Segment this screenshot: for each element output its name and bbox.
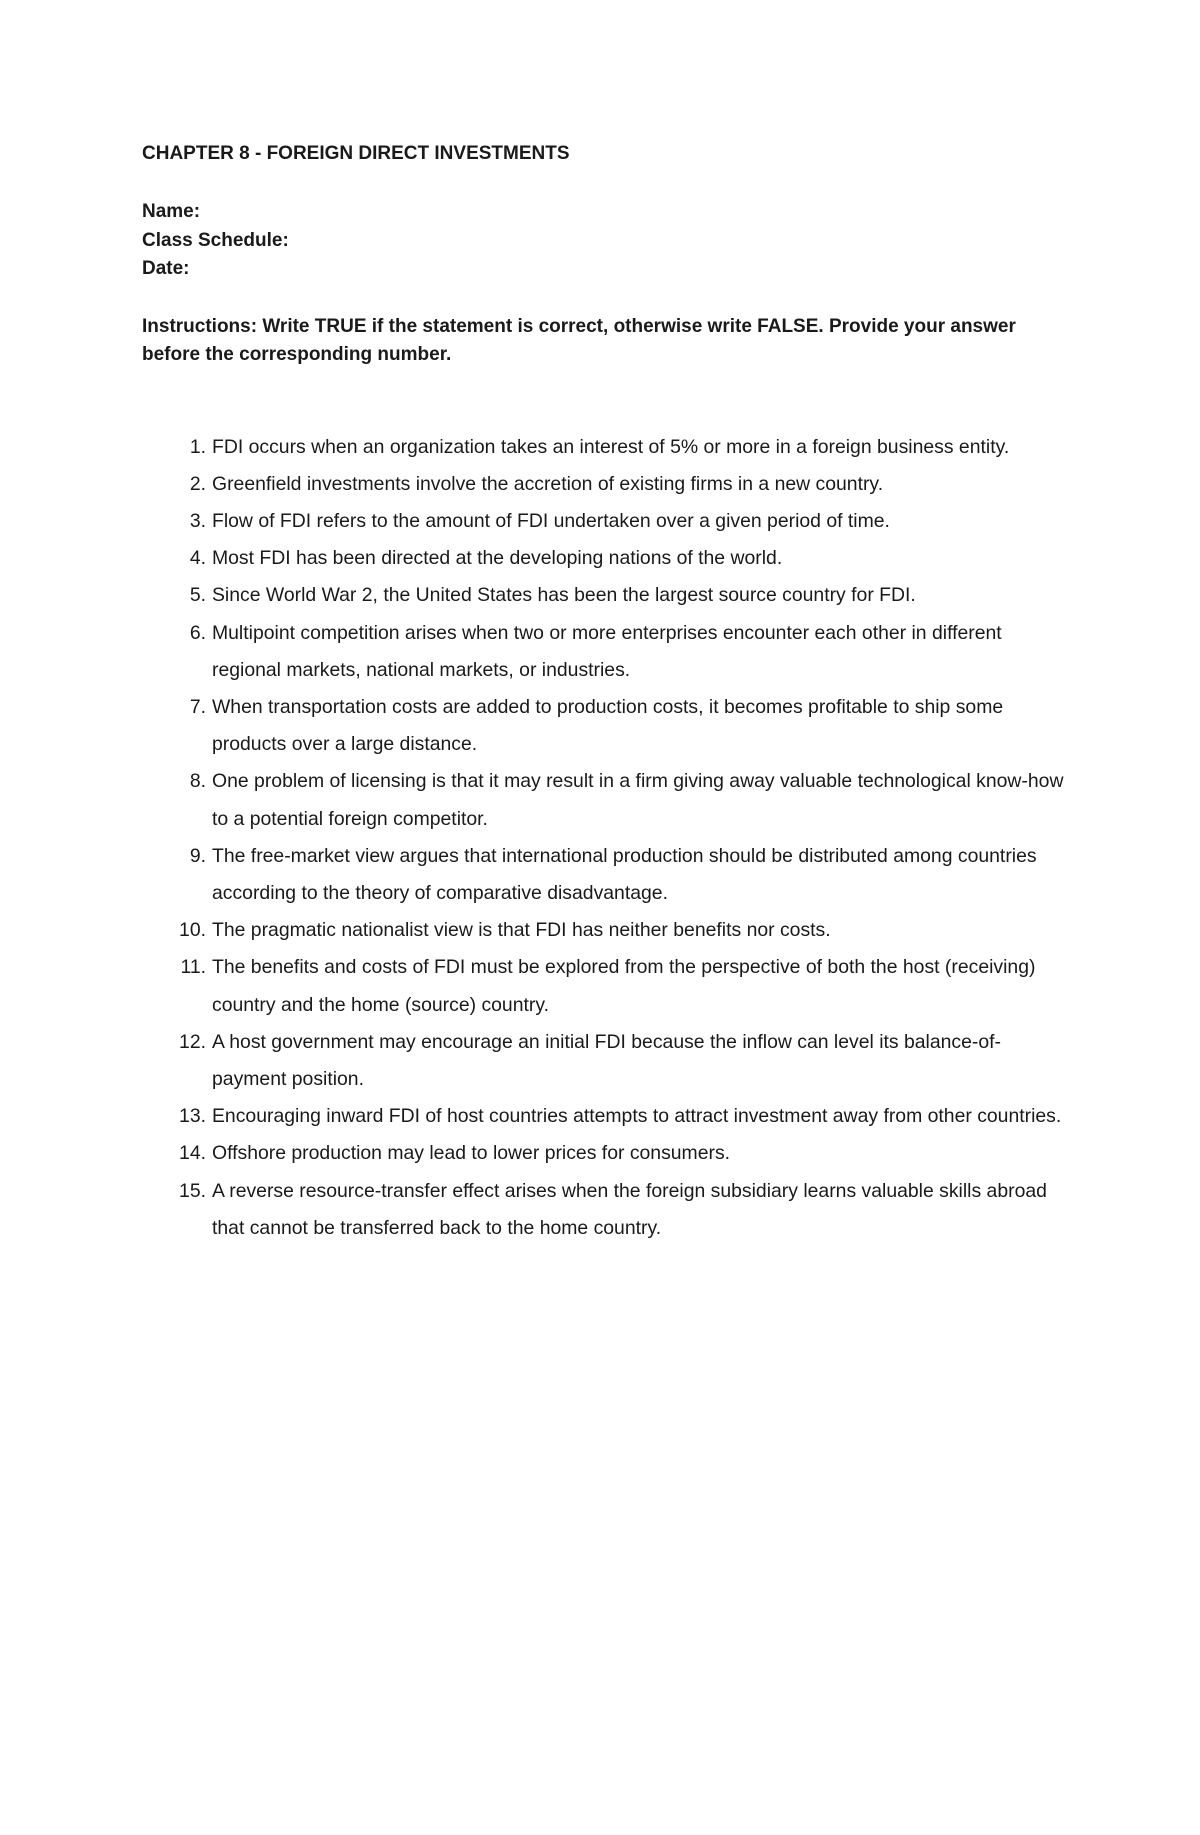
question-item [142, 1024, 1082, 1098]
question-item [142, 615, 1082, 689]
document-content [142, 140, 1082, 1247]
question-number: 7. [189, 695, 206, 718]
question-number: 2. [189, 472, 206, 495]
question-number: 3. [189, 509, 206, 532]
question-item [142, 838, 1082, 912]
question-item [142, 540, 1082, 577]
question-text: When transportation costs are added to production costs, it becomes profitable to ship some products over a large distance. [212, 695, 1004, 756]
question-text: A reverse resource-transfer effect arises when the foreign subsidiary learns valuable skills abroad that cannot be transferred back to the home country. [212, 1179, 1047, 1239]
question-text: The benefits and costs of FDI must be explored from the perspective of both the host (receiving) country and the home (source) country. [212, 956, 1036, 1016]
question-text: The free-market view argues that international production should be distributed among countries according to the theory of comparative disadvantage. [212, 844, 1037, 904]
question-number: 8. [189, 770, 206, 793]
question-number: 1. [189, 435, 206, 458]
question-item [142, 466, 1082, 503]
name-field-label: Name: [142, 201, 201, 222]
question-item [142, 949, 1082, 1023]
question-item [142, 763, 1082, 837]
question-list [142, 429, 1082, 1247]
instructions-text: Instructions: Write TRUE if the statement is correct, otherwise write FALSE. Provide your answer before the corresponding number. [142, 315, 1016, 365]
question-number: 12. [179, 1030, 206, 1053]
question-text: Most FDI has been directed at the developing nations of the world. [212, 547, 783, 570]
question-number: 6. [189, 621, 206, 644]
date-field-label: Date: [142, 258, 190, 279]
question-number: 9. [189, 844, 206, 867]
question-text: Multipoint competition arises when two or more enterprises encounter each other in different regional markets, national markets, or industries. [212, 621, 1002, 681]
question-text: Encouraging inward FDI of host countries attempts to attract investment away from other countries. [212, 1105, 1062, 1128]
question-number: 5. [189, 584, 206, 607]
class-schedule-field-label: Class Schedule: [142, 229, 289, 251]
question-text: FDI occurs when an organization takes an interest of 5% or more in a foreign business entity. [212, 435, 1010, 458]
question-number: 11. [180, 956, 206, 979]
question-item [142, 429, 1082, 466]
page-title: CHAPTER 8 - FOREIGN DIRECT INVESTMENTS [142, 143, 570, 164]
question-number: 10. [179, 919, 206, 942]
question-item [142, 1135, 1082, 1172]
question-number: 13. [179, 1105, 206, 1128]
question-item [142, 503, 1082, 540]
question-number: 14. [179, 1142, 206, 1165]
question-item [142, 1098, 1082, 1135]
question-text: Offshore production may lead to lower prices for consumers. [212, 1142, 731, 1165]
question-text: A host government may encourage an initial FDI because the inflow can level its balance-of-payment position. [212, 1030, 1001, 1090]
question-item [142, 689, 1082, 763]
question-item [142, 577, 1082, 614]
question-text: Since World War 2, the United States has been the largest source country for FDI. [212, 584, 916, 607]
question-text: One problem of licensing is that it may result in a firm giving away valuable technological know-how to a potential foreign competitor. [212, 770, 1064, 830]
question-text: Flow of FDI refers to the amount of FDI undertaken over a given period of time. [212, 509, 890, 532]
student-info-fields [142, 198, 1082, 284]
question-item [142, 912, 1082, 949]
question-item [142, 1173, 1082, 1247]
question-number: 4. [189, 547, 206, 570]
question-text: Greenfield investments involve the accretion of existing firms in a new country. [212, 472, 884, 495]
question-number: 15. [179, 1179, 206, 1202]
question-text: The pragmatic nationalist view is that FDI has neither benefits nor costs. [212, 919, 831, 942]
